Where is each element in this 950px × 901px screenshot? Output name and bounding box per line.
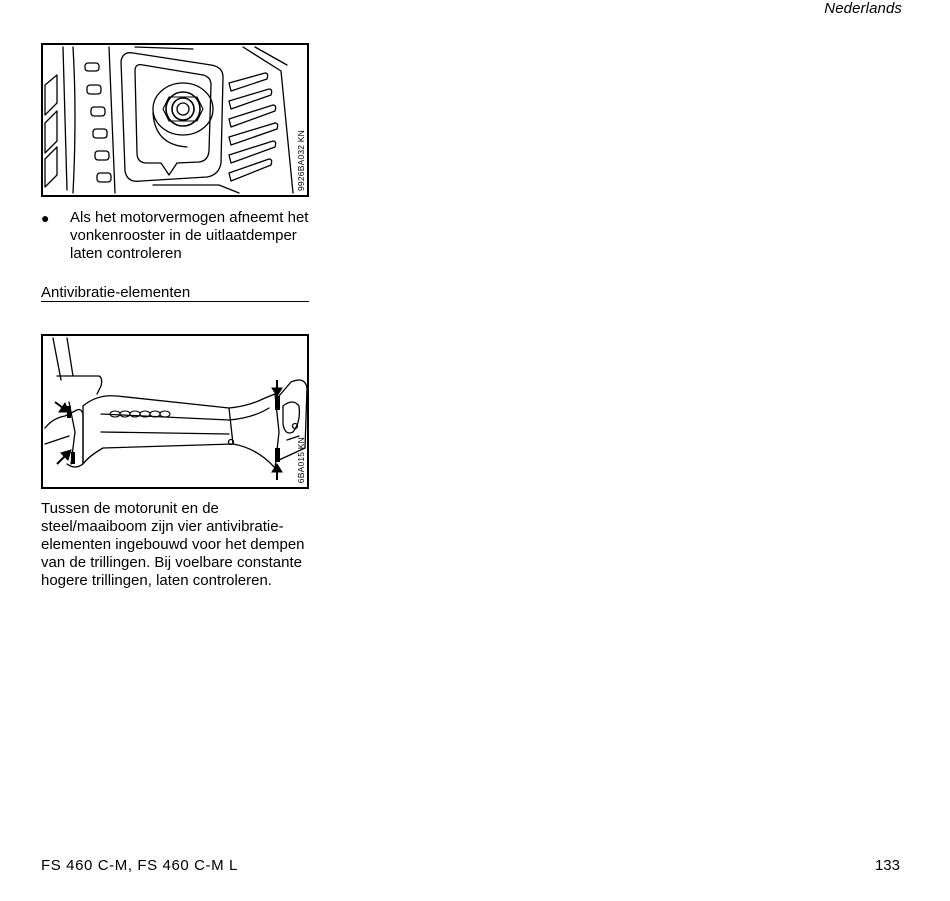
muffler-illustration (41, 43, 309, 197)
antivibration-paragraph: Tussen de motorunit en de steel/maaiboom zijn vier antivibratie-elementen ingebouwd voor het dempen van de trillingen. Bij voelbare constante hogere trillingen, laten controleren. (41, 500, 305, 589)
page-number: 133 (874, 857, 900, 874)
maintenance-bullet-item (41, 209, 313, 263)
figure-code-label: 9926BA032 KN (295, 130, 306, 191)
bullet-text: Als het motorvermogen afneemt het vonkenrooster in de uitlaatdemper laten controleren (70, 209, 309, 262)
language-label: Nederlands (824, 0, 902, 17)
bullet-dot-icon: ● (41, 210, 50, 226)
figure-code-label: 6BA015 KN (295, 436, 306, 483)
section-heading: Antivibratie-elementen (41, 284, 309, 302)
antivibration-drawing (43, 336, 307, 487)
muffler-drawing (43, 45, 307, 195)
footer-model-label: FS 460 C-M, FS 460 C-M L (41, 857, 238, 874)
antivibration-illustration (41, 334, 309, 489)
